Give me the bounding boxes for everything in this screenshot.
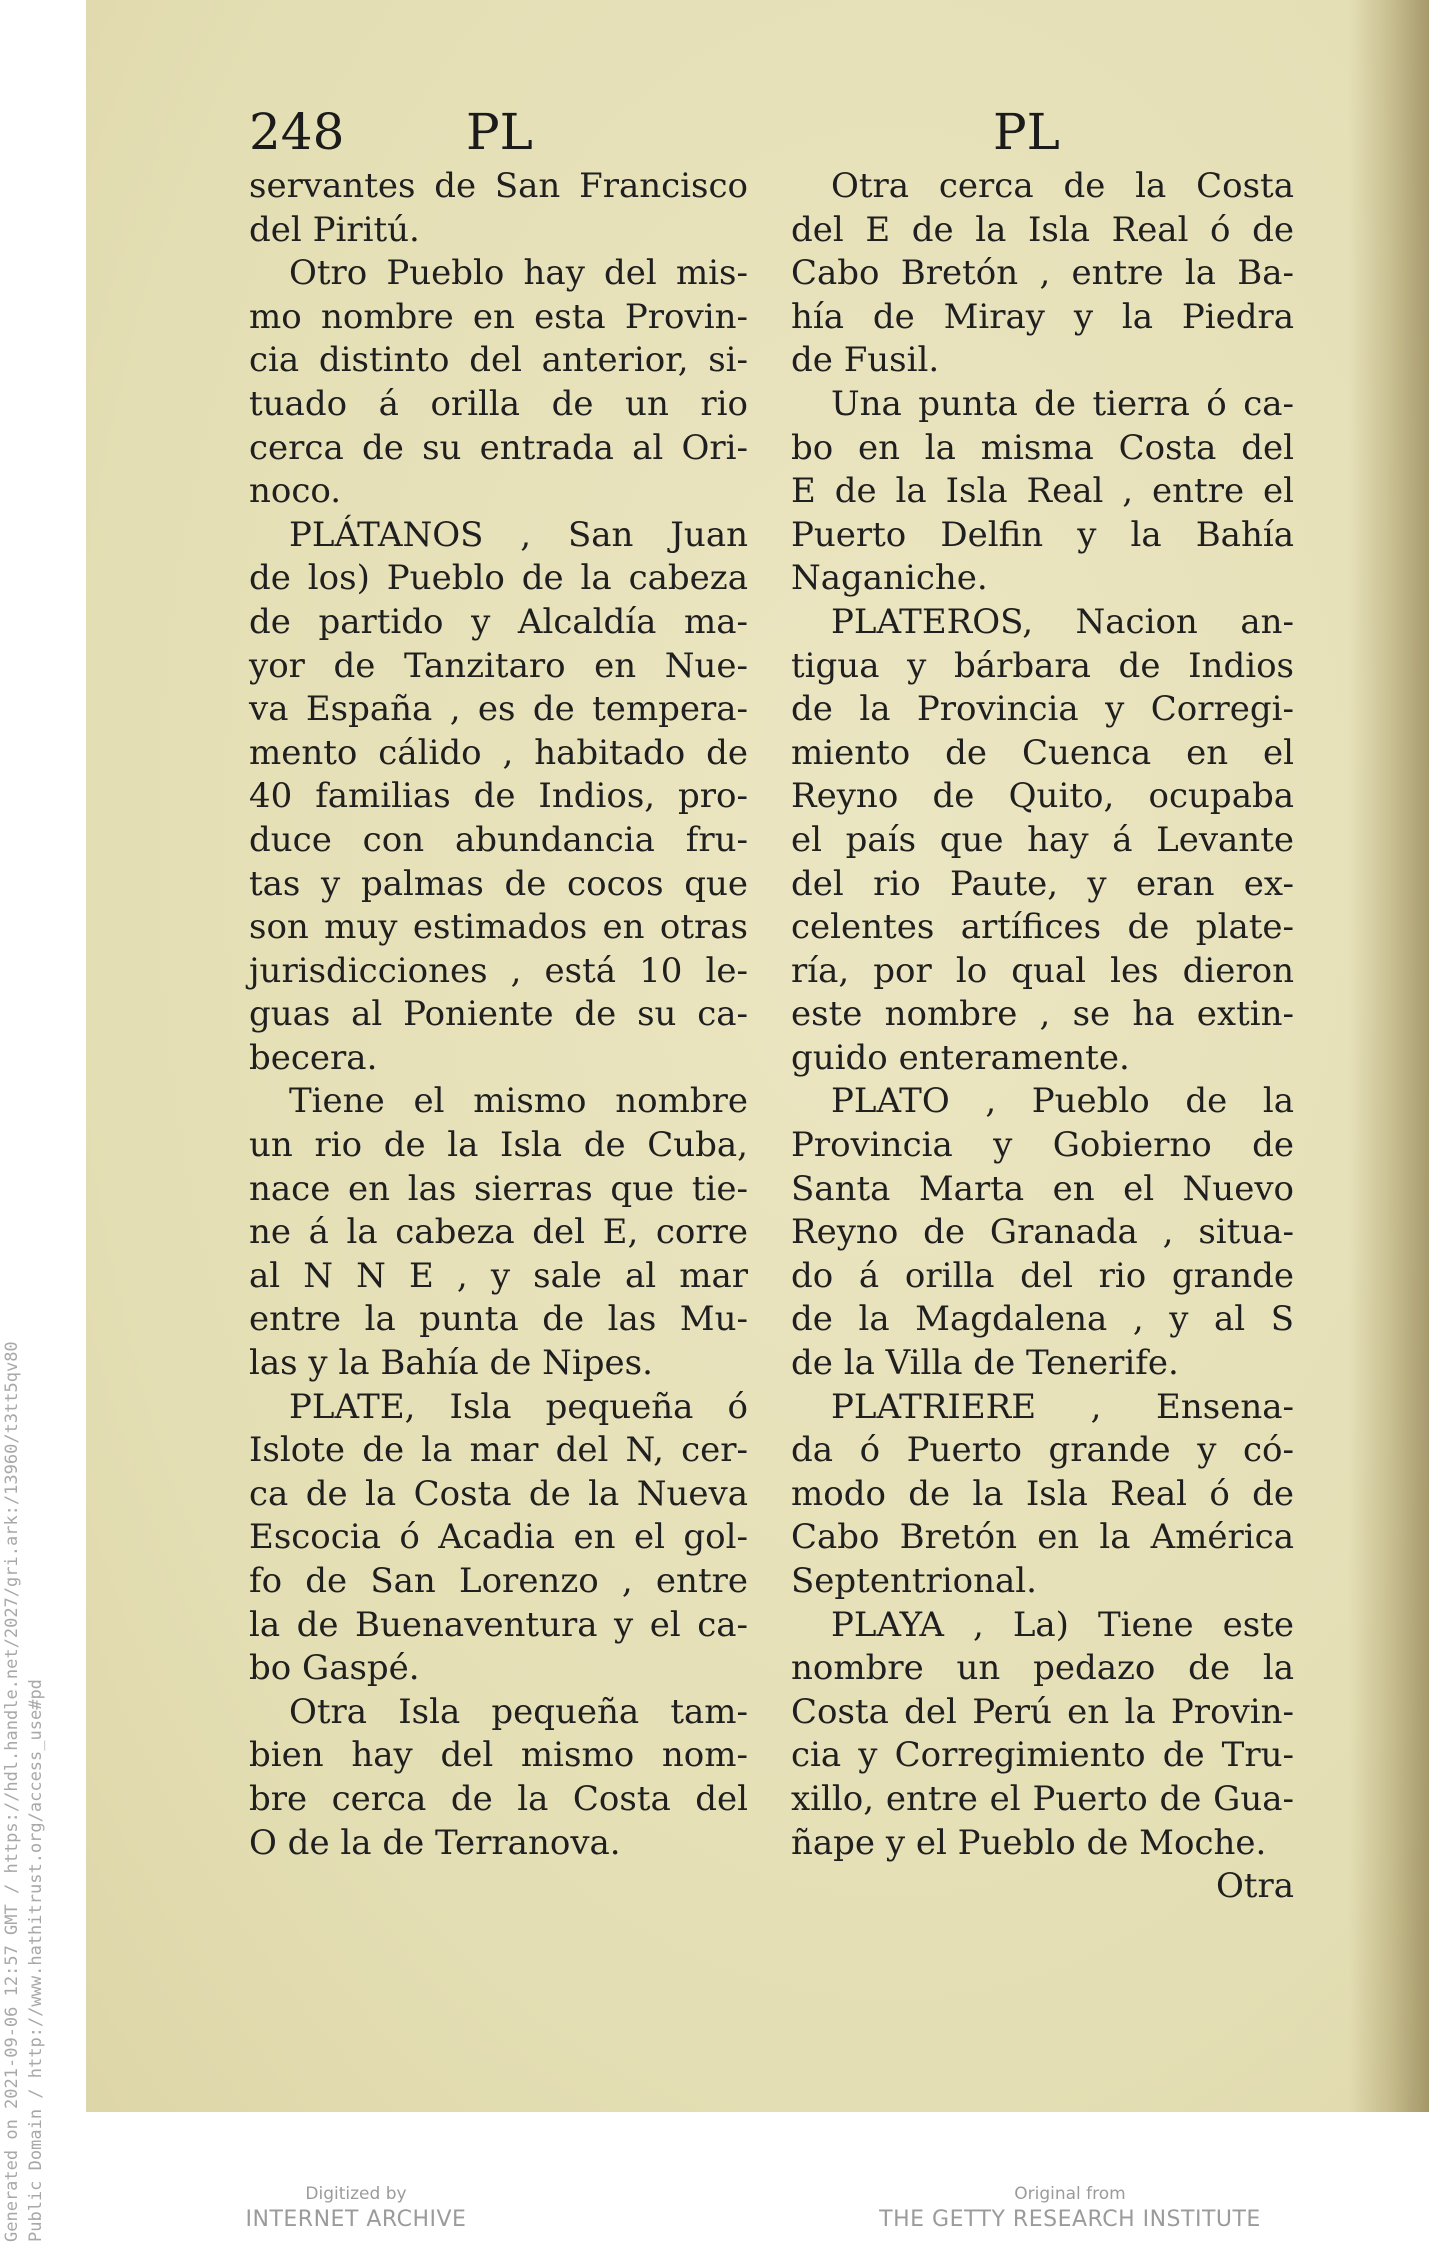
- text-line: tuado á orilla de un rio: [249, 383, 748, 424]
- hathitrust-watermark: [0, 1100, 80, 2242]
- text-line: mento cálido , habitado de: [249, 732, 748, 773]
- text-line: al N N E , y sale al mar: [249, 1255, 748, 1296]
- text-line: Tiene el mismo nombre: [289, 1081, 748, 1122]
- footer-getty: THE GETTY RESEARCH INSTITUTE: [879, 2207, 1261, 2232]
- text-line: mo nombre en esta Provin-: [249, 296, 748, 337]
- text-line: Reyno de Granada , situa-: [791, 1212, 1294, 1253]
- text-line: bre cerca de la Costa del: [249, 1778, 748, 1819]
- right-running-head: PL: [993, 103, 1060, 161]
- text-line: ría, por lo qual les dieron: [791, 950, 1294, 991]
- footer-internet-archive: INTERNET ARCHIVE: [245, 2207, 467, 2232]
- footer-digitized-by: [186, 2183, 526, 2235]
- text-line: bo Gaspé.: [249, 1648, 420, 1689]
- text-line: yor de Tanzitaro en Nue-: [249, 645, 748, 686]
- text-line: PLAYA , La) Tiene este: [831, 1604, 1294, 1645]
- text-line: Naganiche.: [791, 558, 988, 599]
- text-line: Escocia ó Acadia en el gol-: [249, 1517, 748, 1558]
- text-line: Santa Marta en el Nuevo: [791, 1168, 1294, 1209]
- watermark-line-2: Public Domain / http://www.hathitrust.org/access_use#pd: [26, 1679, 46, 2242]
- text-line: del rio Paute, y eran ex-: [791, 863, 1294, 904]
- text-line: O de la de Terranova.: [249, 1822, 621, 1863]
- text-line: Costa del Perú en la Provin-: [791, 1691, 1294, 1732]
- text-line: PLATRIERE , Ensena-: [831, 1386, 1294, 1427]
- left-running-head: PL: [466, 103, 533, 161]
- text-line: cia y Corregimiento de Tru-: [791, 1735, 1294, 1776]
- text-line: Cabo Bretón en la América: [791, 1517, 1294, 1558]
- text-line: hía de Miray y la Piedra: [791, 296, 1294, 337]
- text-line: Una punta de tierra ó ca-: [831, 383, 1294, 424]
- text-line: jurisdicciones , está 10 le-: [249, 950, 748, 991]
- text-line: este nombre , se ha extin-: [791, 994, 1294, 1035]
- text-line: guido enteramente.: [791, 1037, 1130, 1078]
- text-line: cia distinto del anterior, si-: [249, 340, 748, 381]
- text-line: Islote de la mar del N, cer-: [249, 1430, 748, 1471]
- text-line: xillo, entre el Puerto de Gua-: [791, 1778, 1294, 1819]
- text-line: un rio de la Isla de Cuba,: [249, 1125, 748, 1166]
- text-line: noco.: [249, 471, 342, 512]
- text-line: entre la punta de las Mu-: [249, 1299, 748, 1340]
- text-line: son muy estimados en otras: [249, 907, 748, 948]
- page-number: 248: [249, 103, 345, 161]
- text-line: nace en las sierras que tie-: [249, 1168, 748, 1209]
- text-line: Provincia y Gobierno de: [791, 1125, 1294, 1166]
- text-line: servantes de San Francisco: [249, 166, 748, 206]
- text-line: do á orilla del rio grande: [791, 1255, 1294, 1296]
- left-text-column: [249, 165, 748, 1865]
- text-line: bien hay del mismo nom-: [249, 1735, 748, 1776]
- footer-original-label: Original from: [1014, 2184, 1126, 2204]
- text-line: la de Buenaventura y el ca-: [249, 1604, 748, 1645]
- text-line: duce con abundancia fru-: [249, 819, 748, 860]
- text-line: Puerto Delfin y la Bahía: [791, 514, 1294, 555]
- text-line: Reyno de Quito, ocupaba: [791, 776, 1294, 817]
- text-line: modo de la Isla Real ó de: [791, 1473, 1294, 1514]
- right-text-column: [791, 165, 1294, 1909]
- text-line: cerca de su entrada al Ori-: [249, 427, 748, 468]
- footer-digitized-label: Digitized by: [305, 2184, 407, 2204]
- text-line: de la Villa de Tenerife.: [791, 1343, 1179, 1384]
- text-line: Otro Pueblo hay del mis-: [289, 253, 748, 294]
- text-line: 40 familias de Indios, pro-: [249, 776, 748, 817]
- text-line: de Fusil.: [791, 340, 940, 381]
- text-line: del Piritú.: [249, 209, 420, 250]
- text-line: becera.: [249, 1037, 378, 1078]
- text-line: de partido y Alcaldía ma-: [249, 601, 748, 642]
- text-line: Cabo Bretón , entre la Ba-: [791, 253, 1294, 294]
- text-line: E de la Isla Real , entre el: [791, 471, 1294, 512]
- text-line: de la Provincia y Corregi-: [791, 689, 1294, 730]
- text-line: fo de San Lorenzo , entre: [249, 1561, 748, 1601]
- text-line: ca de la Costa de la Nueva: [249, 1473, 748, 1514]
- text-line: ne á la cabeza del E, corre: [249, 1212, 748, 1253]
- text-line: tas y palmas de cocos que: [249, 863, 748, 904]
- text-line: PLATE, Isla pequeña ó: [289, 1386, 748, 1427]
- text-line: bo en la misma Costa del: [791, 427, 1294, 468]
- text-line: el país que hay á Levante: [791, 819, 1294, 860]
- text-line: Otra Isla pequeña tam-: [289, 1691, 748, 1732]
- text-line: las y la Bahía de Nipes.: [249, 1343, 653, 1384]
- watermark-line-1: Generated on 2021-09-06 12:57 GMT / https://hdl.handle.net/2027/gri.ark:/13960/t3tt5qv80: [2, 1341, 22, 2242]
- text-line: da ó Puerto grande y có-: [791, 1430, 1294, 1471]
- footer-original-from: [860, 2183, 1280, 2235]
- text-line: miento de Cuenca en el: [791, 732, 1294, 773]
- text-line: de los) Pueblo de la cabeza: [249, 558, 748, 599]
- text-line: nombre un pedazo de la: [791, 1648, 1294, 1689]
- text-line: de la Magdalena , y al S: [791, 1299, 1294, 1340]
- text-line: PLATEROS, Nacion an-: [831, 601, 1294, 642]
- text-line: del E de la Isla Real ó de: [791, 209, 1294, 250]
- text-line: Otra cerca de la Costa: [831, 166, 1294, 206]
- text-line: tigua y bárbara de Indios: [791, 645, 1294, 686]
- text-line: va España , es de tempera-: [249, 689, 748, 730]
- scanned-page: [86, 0, 1429, 2112]
- text-line: guas al Poniente de su ca-: [249, 994, 748, 1035]
- text-line: PLATO , Pueblo de la: [831, 1081, 1294, 1122]
- text-line: celentes artífices de plate-: [791, 907, 1294, 948]
- text-line: PLÁTANOS , San Juan: [289, 514, 748, 555]
- text-line: Otra: [1215, 1866, 1294, 1907]
- text-line: ñape y el Pueblo de Moche.: [791, 1822, 1267, 1863]
- text-line: Septentrional.: [791, 1561, 1037, 1601]
